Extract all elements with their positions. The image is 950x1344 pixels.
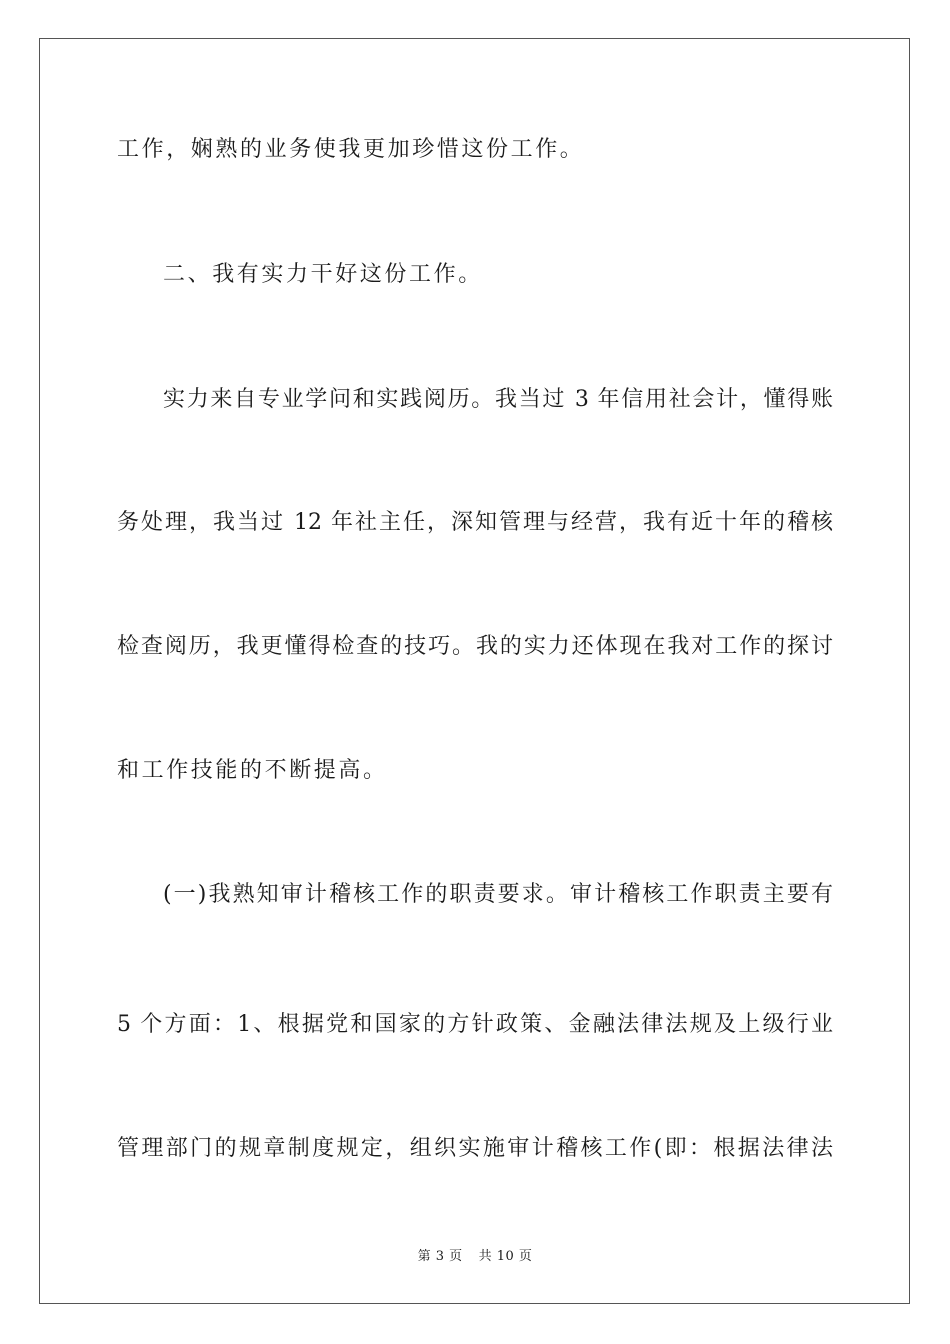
- page-total: 共 10 页: [478, 1249, 533, 1264]
- section-heading: 二、我有实力干好这份工作。: [163, 262, 483, 287]
- text-line: 检查阅历，我更懂得检查的技巧。我的实力还体现在我对工作的探讨: [117, 634, 833, 659]
- page-border: [39, 38, 910, 1304]
- text-line: 工作，娴熟的业务使我更加珍惜这份工作。: [117, 137, 585, 162]
- text-line: 务处理，我当过 12 年社主任，深知管理与经营，我有近十年的稽核: [117, 510, 833, 535]
- page-footer: [0, 1248, 950, 1266]
- text-line: 实力来自专业学问和实践阅历。我当过 3 年信用社会计，懂得账: [163, 387, 833, 412]
- text-line: 5 个方面：1、根据党和国家的方针政策、金融法律法规及上级行业: [117, 1012, 833, 1037]
- page-number: 第 3 页: [417, 1249, 463, 1264]
- text-line: 和工作技能的不断提高。: [117, 758, 388, 783]
- text-line: (一)我熟知审计稽核工作的职责要求。审计稽核工作职责主要有: [163, 882, 833, 907]
- text-line: 管理部门的规章制度规定，组织实施审计稽核工作(即：根据法律法: [117, 1136, 833, 1161]
